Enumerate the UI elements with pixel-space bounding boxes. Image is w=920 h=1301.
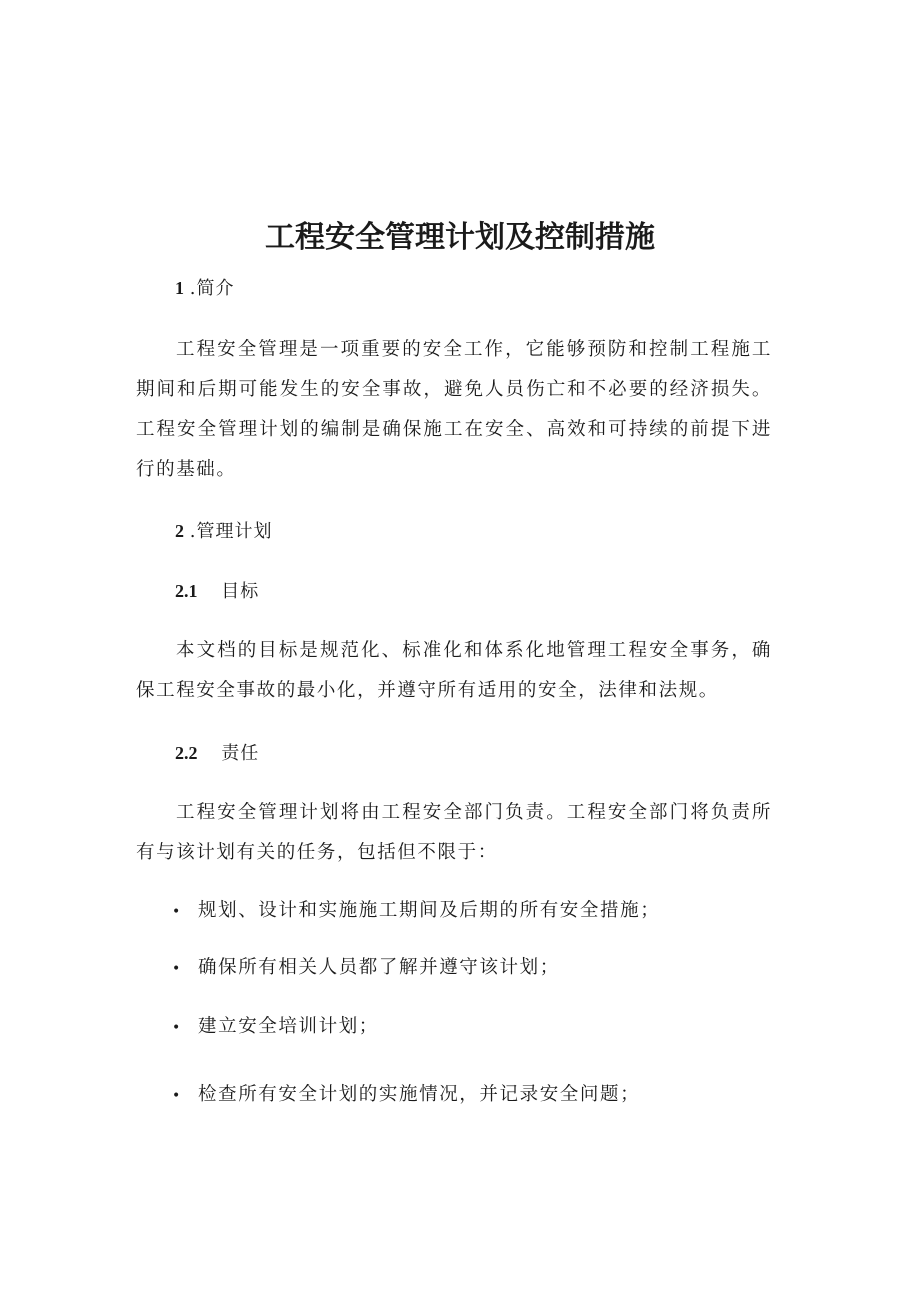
responsibility-paragraph: 工程安全管理计划将由工程安全部门负责。工程安全部门将负责所有与该计划有关的任务，包括但不限于： <box>136 802 772 863</box>
list-item <box>172 897 660 926</box>
intro-paragraph: 工程安全管理是一项重要的安全工作，它能够预防和控制工程施工期间和后期可能发生的安全事故，避免人员伤亡和不必要的经济损失。工程安全管理计划的编制是确保施工在安全、高效和可持续的前提下进行的基础。 <box>136 339 772 480</box>
list-item <box>172 1013 379 1042</box>
section-title: .管理计划 <box>189 521 273 542</box>
subsection-number: 2.2 <box>175 743 198 763</box>
bullet-icon: • <box>172 904 182 920</box>
subsection-heading-goal <box>175 577 259 606</box>
section-title: .简介 <box>189 278 235 299</box>
subsection-heading-responsibility <box>175 739 259 768</box>
list-item-text: 确保所有相关人员都了解并遵守该计划； <box>198 957 560 978</box>
document-title: 工程安全管理计划及控制措施 <box>265 220 655 255</box>
list-item-text: 检查所有安全计划的实施情况，并记录安全问题； <box>198 1084 641 1105</box>
bullet-icon: • <box>172 1088 182 1104</box>
list-item <box>172 954 560 983</box>
goal-paragraph: 本文档的目标是规范化、标准化和体系化地管理工程安全事务，确保工程安全事故的最小化，并遵守所有适用的安全，法律和法规。 <box>136 640 772 701</box>
subsection-title: 责任 <box>221 743 260 764</box>
section-number: 2 <box>175 521 184 541</box>
bullet-icon: • <box>172 961 182 977</box>
list-item <box>172 1081 640 1110</box>
section-heading-intro <box>175 274 234 303</box>
list-item-text: 建立安全培训计划； <box>198 1016 379 1037</box>
subsection-number: 2.1 <box>175 581 198 601</box>
bullet-icon: • <box>172 1020 182 1036</box>
section-heading-plan <box>175 517 272 546</box>
subsection-title: 目标 <box>221 581 260 602</box>
list-item-text: 规划、设计和实施施工期间及后期的所有安全措施； <box>198 900 661 921</box>
section-number: 1 <box>175 278 184 298</box>
